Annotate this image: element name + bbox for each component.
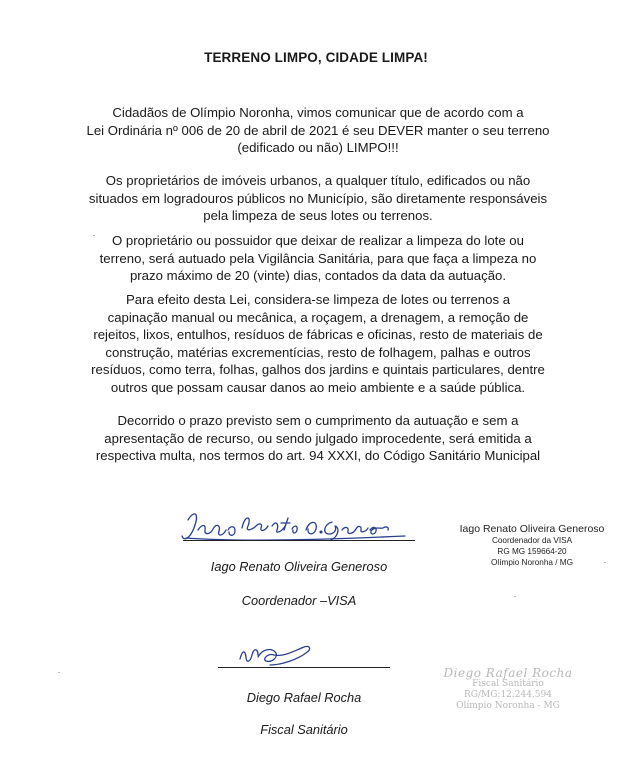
stamp-line: RG MG 159664-20 (497, 547, 567, 556)
paragraph-line: Para efeito desta Lei, considera-se limpeza de lotes ou terrenos a (125, 292, 511, 307)
paragraph-line: prazo máximo de 20 (vinte) dias, contados da data da autuação. (129, 268, 507, 283)
signature-line-1 (183, 540, 415, 541)
stamp-line: RG/MG:12.244.594 (464, 690, 552, 700)
paragraph-penalty (38, 232, 598, 285)
scan-speck (604, 562, 606, 563)
stamp-name: Diego Rafael Rocha (443, 666, 573, 680)
signer-name-1: Iago Renato Oliveira Generoso (210, 559, 388, 574)
paragraph-line: rejeitos, lixos, entulhos, resíduos de fábricas e oficinas, resto de materiais de (93, 327, 543, 342)
document-title: TERRENO LIMPO, CIDADE LIMPA! (204, 50, 428, 65)
paragraph-line: Lei Ordinária nº 006 de 20 de abril de 2021 é seu DEVER manter o seu terreno (86, 122, 550, 138)
paragraph-line: Cidadãos de Olímpio Noronha, vimos comunicar que de acordo com a (112, 105, 524, 120)
stamp-name: Iago Renato Oliveira Generoso (459, 523, 605, 535)
paragraph-intro (38, 104, 598, 157)
stamp-line: Olímpio Noronha / MG (491, 558, 573, 567)
paragraph-line: O proprietário ou possuidor que deixar de realizar a limpeza do lote ou (112, 233, 524, 248)
paragraph-line: respectiva multa, nos termos do art. 94 XXXI, do Código Sanitário Municipal (95, 448, 541, 463)
signer-name-2: Diego Rafael Rocha (246, 690, 362, 705)
paragraph-line: Decorrido o prazo previsto sem o cumprimento da autuação e sem a (117, 413, 519, 428)
paragraph-line: pela limpeza de seus lotes ou terrenos. (203, 208, 433, 223)
paragraph-line: (edificado ou não) LIMPO!!! (237, 140, 399, 155)
stamp-line: Coordenador da VISA (491, 536, 573, 545)
paragraph-line: construção, matérias excrementícias, resto de folhagem, palhas e outros (105, 344, 531, 360)
official-stamp-1 (452, 524, 612, 568)
signer-role-2: Fiscal Sanitário (260, 722, 348, 737)
handwritten-signature-2 (236, 643, 326, 669)
stamp-line: Olímpio Noronha - MG (456, 701, 560, 711)
paragraph-fine (38, 412, 598, 465)
scan-speck (93, 235, 95, 236)
paragraph-line: outros que possam causar danos ao meio ambiente e a saúde pública. (110, 379, 526, 395)
stamp-line: Fiscal Sanitário (472, 679, 544, 689)
paragraph-line: apresentação de recurso, ou sendo julgado improcedente, será emitida a (104, 430, 532, 446)
signer-role-1: Coordenador –VISA (241, 593, 357, 608)
paragraph-line: situados em logradouros públicos no Município, são diretamente responsáveis (88, 190, 548, 206)
paragraph-line: resíduos, como terra, folhas, galhos dos jardins e quintais particulares, dentre (91, 362, 545, 377)
scan-speck (514, 596, 516, 597)
handwritten-signature-1 (180, 508, 410, 550)
paragraph-owners (38, 172, 598, 225)
paragraph-line: Os proprietários de imóveis urbanos, a qualquer título, edificados ou não (105, 173, 531, 188)
paragraph-definition (38, 291, 598, 396)
paragraph-line: capinação manual ou mecânica, a roçagem, a drenagem, a remoção de (107, 309, 529, 325)
signature-line-2 (218, 667, 390, 668)
official-stamp-2-faded (418, 668, 598, 712)
paragraph-line: terreno, será autuado pela Vigilância Sanitária, para que faça a limpeza no (99, 250, 537, 266)
scan-speck (58, 672, 60, 673)
